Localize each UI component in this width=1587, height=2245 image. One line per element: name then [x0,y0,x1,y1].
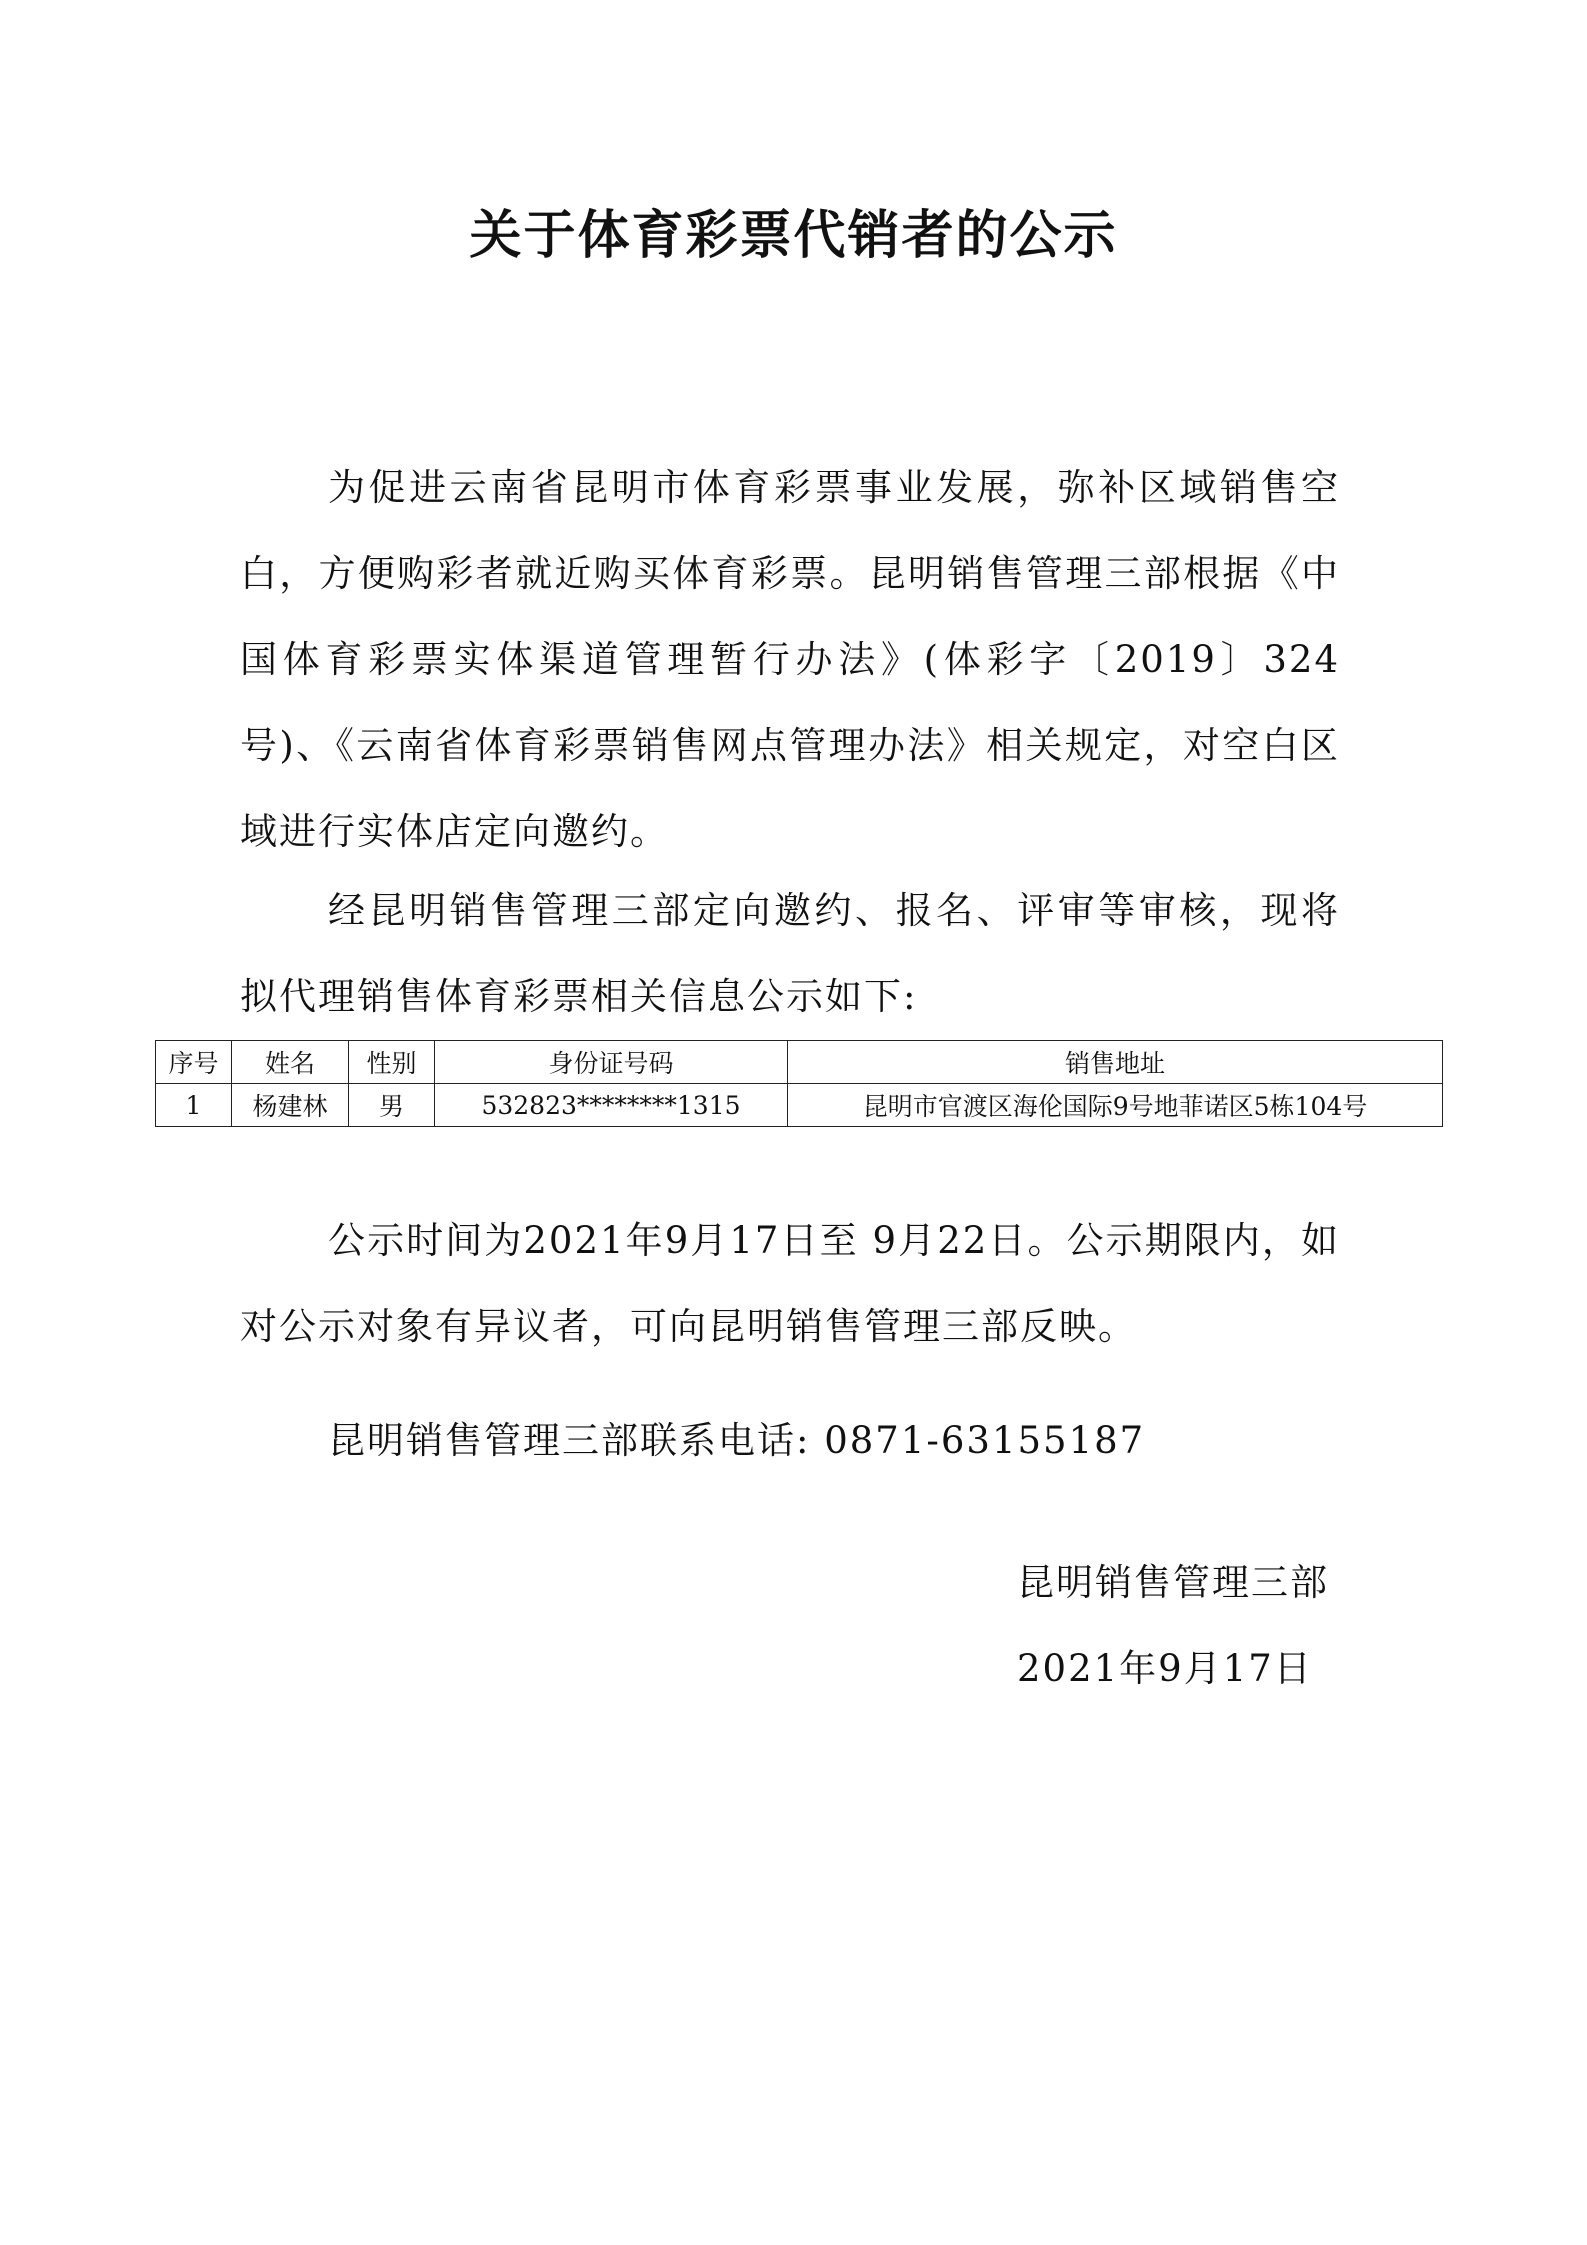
notice-period-paragraph: 公示时间为2021年9月17日至 9月22日。公示期限内，如对公示对象有异议者，可向昆明销售管理三部反映。 [240,1219,1340,1348]
vendor-info-table [155,1040,1443,1127]
cell-index: 1 [156,1084,232,1127]
intro-paragraph: 为促进云南省昆明市体育彩票事业发展，弥补区域销售空白，方便购彩者就近购买体育彩票。昆明销售管理三部根据《中国体育彩票实体渠道管理暂行办法》(体彩字〔2019〕324号)、《云南省体育彩票销售网点管理办法》相关规定，对空白区域进行实体店定向邀约。 [240,466,1340,853]
table-header-row [156,1041,1443,1084]
header-address: 销售地址 [788,1041,1443,1084]
header-index: 序号 [156,1041,232,1084]
header-name: 姓名 [232,1041,349,1084]
header-id-number: 身份证号码 [435,1041,788,1084]
cell-name: 杨建林 [232,1084,349,1127]
contact-phone-paragraph: 昆明销售管理三部联系电话: 0871-63155187 [328,1419,1146,1462]
review-paragraph: 经昆明销售管理三部定向邀约、报名、评审等审核，现将拟代理销售体育彩票相关信息公示如下: [240,889,1340,1018]
cell-address: 昆明市官渡区海伦国际9号地菲诺区5栋104号 [788,1084,1443,1127]
page-title: 关于体育彩票代销者的公示 [469,205,1118,266]
header-gender: 性别 [349,1041,435,1084]
signature-date: 2021年9月17日 [1017,1647,1313,1690]
signature-block [1017,1540,1329,1712]
table-row [156,1084,1443,1127]
cell-id-number: 532823********1315 [435,1084,788,1127]
cell-gender: 男 [349,1084,435,1127]
signature-organization: 昆明销售管理三部 [1017,1561,1329,1604]
